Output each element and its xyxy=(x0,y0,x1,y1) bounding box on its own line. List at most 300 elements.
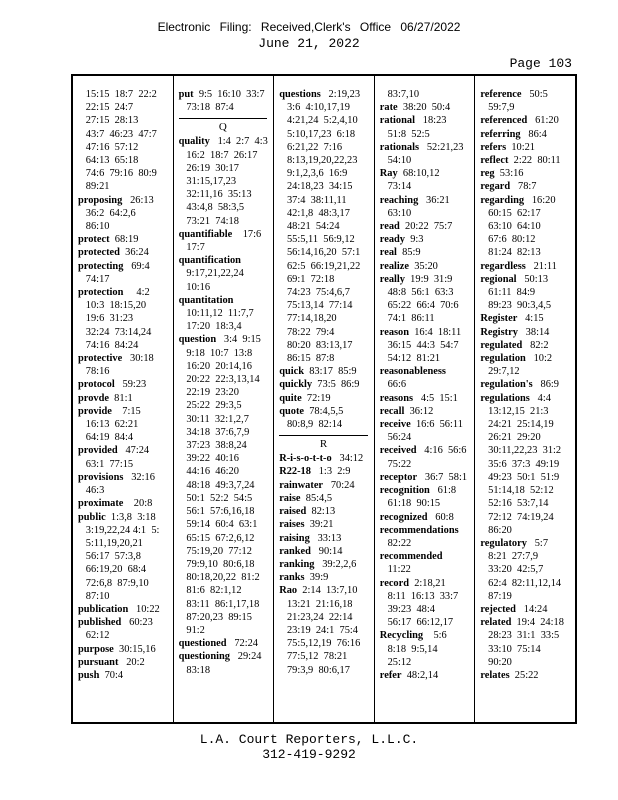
index-continuation: 87:20,23 89:15 xyxy=(178,611,252,623)
index-headword: R-i-s-o-t-t-o xyxy=(279,453,332,465)
index-continuation: 42:1,8 48:3,17 xyxy=(279,207,350,219)
index-headword: regional xyxy=(480,273,517,285)
index-headword: push xyxy=(78,669,100,681)
index-page-refs: 19:4 24:18 xyxy=(511,617,564,629)
index-page-refs: 20:8 xyxy=(123,498,153,510)
index-continuation: 56:17 66:12,17 xyxy=(379,617,454,629)
index-headword: realize xyxy=(379,260,410,272)
index-headword: ranks xyxy=(279,572,305,584)
index-continuation: 56:14,16,20 57:1 xyxy=(279,247,361,259)
index-headword: protective xyxy=(78,353,123,365)
index-continuation: 54:10 xyxy=(379,155,412,167)
index-page-refs: 5:7 xyxy=(526,537,549,549)
index-headword: rainwater xyxy=(279,479,324,491)
index-continuation: 75:22 xyxy=(379,458,412,470)
index-continuation: 8:21 27:7,9 xyxy=(480,551,539,563)
index-page-refs: 72:24 xyxy=(226,638,258,650)
index-entry xyxy=(279,88,372,101)
index-continuation: 22:15 24:7 xyxy=(78,102,134,114)
index-continuation: 8:18 9:5,14 xyxy=(379,643,438,655)
index-continuation: 22:19 23:20 xyxy=(178,387,239,399)
index-page-refs: 86:9 xyxy=(532,379,559,391)
index-entry xyxy=(279,452,372,465)
index-headword: provisions xyxy=(78,471,124,483)
index-page-refs: 82:13 xyxy=(306,506,336,518)
index-page-refs: 52:21,23 xyxy=(419,141,464,153)
index-headword: regulation's xyxy=(480,379,533,391)
index-page-refs: 26:13 xyxy=(122,194,154,206)
index-page-refs: 16:20 xyxy=(524,194,556,206)
index-continuation: 62:5 66:19,21,22 xyxy=(279,260,361,272)
index-continuation: 48:18 49:3,7,24 xyxy=(178,479,255,491)
index-page-refs: 61:8 xyxy=(429,485,457,497)
index-page-refs: 4:16 56:6 xyxy=(416,445,467,457)
index-continuation: 80:8,9 82:14 xyxy=(279,419,343,431)
index-continuation: 8:11 16:13 33:7 xyxy=(379,590,459,602)
index-continuation: 11:22 xyxy=(379,564,411,576)
index-continuation: 77:14,18,20 xyxy=(279,313,337,325)
index-page-refs: 18:23 xyxy=(415,115,447,127)
index-continuation: 13:12,15 21:3 xyxy=(480,405,549,417)
index-page-refs: 4:5 15:1 xyxy=(413,392,458,404)
index-headword: recommended xyxy=(379,551,443,563)
index-continuation: 65:22 66:4 70:6 xyxy=(379,300,459,312)
index-page-refs: 61:20 xyxy=(527,115,559,127)
index-continuation: 79:3,9 80:6,17 xyxy=(279,664,350,676)
index-entry xyxy=(179,88,272,101)
index-headword: reference xyxy=(480,89,522,100)
index-page-refs: 25:22 xyxy=(509,669,539,681)
index-headword: receptor xyxy=(379,471,418,483)
index-continuation: 32:24 73:14,24 xyxy=(78,326,152,338)
index-headword: ready xyxy=(379,234,405,246)
index-continuation: 5:11,19,20,21 xyxy=(78,537,143,549)
index-page-refs: 1:3 2:9 xyxy=(310,466,351,478)
index-entry xyxy=(78,444,171,457)
index-page-refs: 2:18,21 xyxy=(409,577,446,589)
index-entry xyxy=(78,378,171,391)
index-headword: rate xyxy=(379,102,398,114)
index-entry xyxy=(279,378,372,391)
index-headword: quality xyxy=(178,136,210,148)
index-continuation: 4:21,24 5:2,4,10 xyxy=(279,115,358,127)
index-entry xyxy=(380,167,473,180)
index-entry xyxy=(78,233,171,246)
index-headword: quickly xyxy=(279,379,313,391)
index-column-1 xyxy=(73,76,174,722)
index-page-refs: 90:14 xyxy=(310,545,343,557)
index-page-refs: 30:18 xyxy=(122,353,154,365)
index-continuation: 73:14 xyxy=(379,181,412,193)
index-continuation: 62:4 82:11,12,14 xyxy=(480,577,562,589)
index-continuation: 3:6 4:10,17,19 xyxy=(279,102,350,114)
index-page-refs: 60:23 xyxy=(121,617,153,629)
index-continuation: 63:10 xyxy=(379,207,412,219)
index-page-refs: 36:24 xyxy=(119,247,149,259)
index-entry xyxy=(480,141,573,154)
index-continuation: 43:4,8 58:3,5 xyxy=(178,202,245,214)
index-continuation: 66:19,20 68:4 xyxy=(78,564,147,576)
index-entry xyxy=(480,603,573,616)
index-headword: questioned xyxy=(178,638,227,650)
index-continuation: 52:16 53:7,14 xyxy=(480,498,549,510)
index-entry xyxy=(279,518,372,531)
index-entry xyxy=(380,220,473,233)
index-continuation: 56:1 57:6,16,18 xyxy=(178,506,255,518)
index-continuation: 89:23 90:3,4,5 xyxy=(480,300,552,312)
index-headword: received xyxy=(379,445,417,457)
index-entry xyxy=(380,405,473,418)
index-entry xyxy=(480,194,573,207)
index-headword: raise xyxy=(279,492,301,504)
footer xyxy=(0,732,618,762)
index-headword: raising xyxy=(279,532,310,544)
index-page-refs: 50:13 xyxy=(516,273,549,285)
index-continuation: 87:19 xyxy=(480,590,512,602)
index-headword: rationals xyxy=(379,141,420,153)
index-entry xyxy=(78,286,171,299)
index-continuation: 48:8 56:1 63:3 xyxy=(379,287,454,299)
index-continuation: 39:23 48:4 xyxy=(379,603,435,615)
index-headword: reasonableness xyxy=(379,366,446,378)
index-continuation: 74:1 86:11 xyxy=(379,313,435,325)
index-entry xyxy=(179,294,272,307)
index-entry xyxy=(78,352,171,365)
index-continuation: 37:4 38:11,11 xyxy=(279,194,347,206)
index-headword: proposing xyxy=(78,194,123,206)
index-continuation: 16:2 18:7 26:17 xyxy=(178,149,258,161)
index-continuation: 64:19 84:4 xyxy=(78,432,134,444)
index-entry xyxy=(380,194,473,207)
index-entry xyxy=(78,616,171,629)
index-page-refs: 86:4 xyxy=(520,128,547,140)
index-entry xyxy=(380,392,473,405)
index-continuation: 21:23,24 22:14 xyxy=(279,611,353,623)
index-continuation: 20:22 22:3,13,14 xyxy=(178,374,260,386)
index-entry xyxy=(480,378,573,391)
index-continuation: 66:6 xyxy=(379,379,407,391)
page-number: Page 103 xyxy=(509,56,572,71)
index-page-refs: 17:6 xyxy=(232,228,262,240)
index-continuation: 15:15 18:7 22:2 xyxy=(78,89,157,100)
index-headword: quote xyxy=(279,405,305,417)
index-entry xyxy=(480,180,573,193)
index-entry xyxy=(279,479,372,492)
index-entry xyxy=(480,352,573,365)
index-continuation: 86:10 xyxy=(78,221,110,233)
index-page-refs: 36:12 xyxy=(404,405,434,417)
index-headword: protocol xyxy=(78,379,115,391)
index-entry xyxy=(78,471,171,484)
index-column-5 xyxy=(475,76,575,722)
index-headword: publication xyxy=(78,603,129,615)
index-page-refs: 47:24 xyxy=(117,445,150,457)
index-entry xyxy=(179,228,272,241)
index-entry xyxy=(480,128,573,141)
index-continuation: 64:13 65:18 xyxy=(78,155,139,167)
index-page-refs: 81:1 xyxy=(108,392,133,404)
index-page-refs: 10:22 xyxy=(128,603,160,615)
index-headword: quantification xyxy=(178,255,241,267)
index-continuation: 24:18,23 34:15 xyxy=(279,181,353,193)
index-continuation: 74:17 xyxy=(78,273,110,285)
index-continuation: 77:5,12 78:21 xyxy=(279,651,348,663)
index-entry xyxy=(279,465,372,478)
index-entry xyxy=(480,326,573,339)
transcript-date: June 21, 2022 xyxy=(258,36,360,51)
index-entry xyxy=(179,254,272,267)
court-reporter-phone: 312-419-9292 xyxy=(262,747,356,762)
index-headword: rational xyxy=(379,115,415,127)
index-continuation: 29:7,12 xyxy=(480,366,520,378)
index-headword: ranking xyxy=(279,558,315,570)
index-entry xyxy=(480,537,573,550)
index-continuation: 30:11,22,23 31:2 xyxy=(480,445,562,457)
index-entry xyxy=(380,326,473,339)
index-headword: Rao xyxy=(279,585,298,597)
index-continuation: 34:18 37:6,7,9 xyxy=(178,426,250,438)
index-headword: pursuant xyxy=(78,656,119,668)
index-entry xyxy=(78,246,171,259)
index-continuation: 78:22 79:4 xyxy=(279,326,335,338)
index-headword: proximate xyxy=(78,498,124,510)
index-page-refs: 5:6 xyxy=(423,630,447,642)
index-page-refs: 30:15,16 xyxy=(113,643,156,655)
index-page-refs: 4:2 xyxy=(123,287,150,299)
index-headword: read xyxy=(379,221,400,233)
index-continuation: 19:6 31:23 xyxy=(78,313,134,325)
index-entry xyxy=(78,643,171,656)
index-continuation: 32:11,16 35:13 xyxy=(178,189,252,201)
index-page-refs: 20:2 xyxy=(118,656,145,668)
index-page-refs: 4:4 xyxy=(529,392,551,404)
index-entry xyxy=(279,492,372,505)
filing-stamp: Electronic Filing: Received,Clerk's Office 06/27/2022 xyxy=(157,20,461,34)
index-continuation: 56:17 57:3,8 xyxy=(78,551,141,563)
index-headword: reg xyxy=(480,168,495,180)
index-page-refs: 85:9 xyxy=(396,247,421,259)
index-continuation: 27:15 28:13 xyxy=(78,115,139,127)
index-continuation: 13:21 21:16,18 xyxy=(279,598,353,610)
index-entry xyxy=(78,392,171,405)
index-headword: provided xyxy=(78,445,118,457)
index-column-4 xyxy=(375,76,476,722)
index-page-refs: 20:22 75:7 xyxy=(399,221,453,233)
index-page-refs: 34:12 xyxy=(331,453,364,465)
index-headword: protecting xyxy=(78,260,124,272)
index-continuation: 83:18 xyxy=(178,664,211,676)
index-page-refs: 83:17 85:9 xyxy=(304,366,357,378)
index-page-refs: 29:24 xyxy=(230,651,262,663)
index-continuation: 17:20 18:3,4 xyxy=(178,321,242,333)
index-entry xyxy=(279,571,372,584)
index-page-refs: 39:21 xyxy=(304,519,334,531)
index-headword: record xyxy=(379,577,410,589)
index-page-refs: 1:3,8 3:18 xyxy=(105,511,156,523)
section-letter: R xyxy=(279,435,368,451)
index-headword: regarding xyxy=(480,194,525,206)
index-entry xyxy=(78,260,171,273)
index-continuation: 59:14 60:4 63:1 xyxy=(178,519,258,531)
index-continuation: 24:21 25:14,19 xyxy=(480,419,554,431)
index-continuation: 54:12 81:21 xyxy=(379,353,441,365)
index-headword: Recycling xyxy=(379,630,424,642)
index-continuation: 78:16 xyxy=(78,366,110,378)
index-continuation: 87:10 xyxy=(78,590,110,602)
index-continuation: 89:21 xyxy=(78,181,110,193)
index-headword: recognition xyxy=(379,485,430,497)
index-continuation: 8:13,19,20,22,23 xyxy=(279,155,358,167)
index-entry xyxy=(480,339,573,352)
index-continuation: 80:18,20,22 81:2 xyxy=(178,572,260,584)
index-page-refs: 59:23 xyxy=(114,379,147,391)
index-entry xyxy=(179,135,272,148)
index-continuation: 67:6 80:12 xyxy=(480,234,536,246)
index-headword: regulation xyxy=(480,353,526,365)
index-headword: Ray xyxy=(379,168,398,180)
index-page-refs: 21:11 xyxy=(525,260,557,272)
index-entry xyxy=(380,471,473,484)
index-headword: relates xyxy=(480,669,510,681)
index-headword: rejected xyxy=(480,603,516,615)
index-page-refs: 39:9 xyxy=(304,572,329,584)
index-headword: referenced xyxy=(480,115,528,127)
index-continuation: 39:22 40:16 xyxy=(178,453,239,465)
index-headword: R22-18 xyxy=(279,466,311,478)
index-entry xyxy=(78,669,171,682)
index-headword: reasons xyxy=(379,392,414,404)
index-page-refs: 70:4 xyxy=(99,669,124,681)
index-headword: protected xyxy=(78,247,120,259)
index-continuation: 61:18 90:15 xyxy=(379,498,441,510)
index-headword: Registry xyxy=(480,326,518,338)
index-entry xyxy=(78,603,171,616)
index-continuation: 69:1 72:18 xyxy=(279,273,335,285)
index-entry xyxy=(380,550,473,563)
index-entry xyxy=(480,312,573,325)
index-continuation: 10:3 18:15,20 xyxy=(78,300,147,312)
index-headword: question xyxy=(178,334,217,346)
index-page-refs: 38:14 xyxy=(517,326,550,338)
index-entry xyxy=(380,246,473,259)
index-headword: really xyxy=(379,273,405,285)
index-entry xyxy=(380,418,473,431)
index-continuation: 75:19,20 77:12 xyxy=(178,545,252,557)
index-continuation: 33:20 42:5,7 xyxy=(480,564,544,576)
index-continuation: 91:2 xyxy=(178,624,205,636)
index-page-refs: 53:16 xyxy=(494,168,524,180)
index-entry xyxy=(78,511,171,524)
index-entry xyxy=(78,656,171,669)
index-continuation: 60:15 62:17 xyxy=(480,207,541,219)
index-column-2 xyxy=(174,76,275,722)
index-continuation: 73:21 74:18 xyxy=(178,215,239,227)
index-headword: raised xyxy=(279,506,307,518)
index-continuation: 23:19 24:1 75:4 xyxy=(279,624,358,636)
index-continuation: 31:15,17,23 xyxy=(178,176,237,188)
index-entry xyxy=(78,405,171,418)
index-entry xyxy=(480,273,573,286)
index-entry xyxy=(279,405,372,418)
index-page-refs: 16:6 56:11 xyxy=(410,419,463,431)
index-headword: published xyxy=(78,617,122,629)
index-headword: quantifiable xyxy=(178,228,233,240)
court-reporter-name: L.A. Court Reporters, L.L.C. xyxy=(199,732,419,747)
index-page-refs: 1:4 2:7 4:3 xyxy=(209,136,268,148)
index-headword: regulated xyxy=(480,339,523,351)
index-continuation: 51:8 52:5 xyxy=(379,128,430,140)
index-entry xyxy=(380,273,473,286)
index-continuation: 83:11 86:1,17,18 xyxy=(178,598,260,610)
index-column-3 xyxy=(274,76,375,722)
index-page-refs: 48:2,14 xyxy=(401,669,439,681)
index-continuation: 61:11 84:9 xyxy=(480,287,536,299)
index-page-refs: 36:21 xyxy=(418,194,450,206)
index-continuation: 55:5,11 56:9,12 xyxy=(279,234,355,246)
section-letter: Q xyxy=(179,118,268,134)
index-continuation: 10:16 xyxy=(178,281,211,293)
index-page-refs: 50:5 xyxy=(521,89,548,100)
index-entry xyxy=(380,114,473,127)
index-entry xyxy=(78,194,171,207)
index-continuation: 10:11,12 11:7,7 xyxy=(178,308,254,320)
index-continuation: 16:20 20:14,16 xyxy=(178,360,252,372)
index-entry xyxy=(480,88,573,101)
index-page-refs: 68:19 xyxy=(109,234,139,246)
index-continuation: 82:22 xyxy=(379,537,412,549)
index-page-refs: 2:22 80:11 xyxy=(508,155,561,167)
index-continuation: 86:20 xyxy=(480,524,512,536)
index-entry xyxy=(279,545,372,558)
index-continuation: 79:9,10 80:6,18 xyxy=(178,558,255,570)
index-entry xyxy=(279,505,372,518)
index-continuation: 75:13,14 77:14 xyxy=(279,300,353,312)
index-continuation: 6:21,22 7:16 xyxy=(279,141,343,153)
index-entry xyxy=(380,233,473,246)
index-page-refs: 60:8 xyxy=(427,511,454,523)
index-entry xyxy=(480,392,573,405)
index-continuation: 73:18 87:4 xyxy=(178,102,234,114)
index-entry xyxy=(380,260,473,273)
index-page-refs: 19:9 31:9 xyxy=(404,273,453,285)
index-continuation: 37:23 38:8,24 xyxy=(178,440,247,452)
index-entry xyxy=(380,669,473,682)
index-headword: provde xyxy=(78,392,109,404)
index-entry xyxy=(279,365,372,378)
index-continuation: 46:3 xyxy=(78,485,105,497)
index-entry xyxy=(380,444,473,457)
index-page-refs: 36:7 58:1 xyxy=(417,471,468,483)
index-headword: questioning xyxy=(178,651,230,663)
index-headword: put xyxy=(178,89,194,100)
index-continuation: 86:15 87:8 xyxy=(279,353,335,365)
index-continuation: 51:14,18 52:12 xyxy=(480,485,554,497)
index-page-refs: 39:2,2,6 xyxy=(314,558,357,570)
index-page-refs: 32:16 xyxy=(123,471,155,483)
index-headword: real xyxy=(379,247,397,259)
index-continuation: 72:12 74:19,24 xyxy=(480,511,554,523)
index-continuation: 74:6 79:16 80:9 xyxy=(78,168,157,180)
index-continuation: 26:21 29:20 xyxy=(480,432,541,444)
index-entry xyxy=(279,584,372,597)
index-entry xyxy=(380,577,473,590)
index-continuation: 25:12 xyxy=(379,656,412,668)
index-page-refs: 38:20 50:4 xyxy=(397,102,451,114)
index-page-refs: 78:7 xyxy=(510,181,537,193)
index-entry xyxy=(179,333,272,346)
index-continuation: 63:10 64:10 xyxy=(480,221,541,233)
index-continuation: 62:12 xyxy=(78,630,110,642)
